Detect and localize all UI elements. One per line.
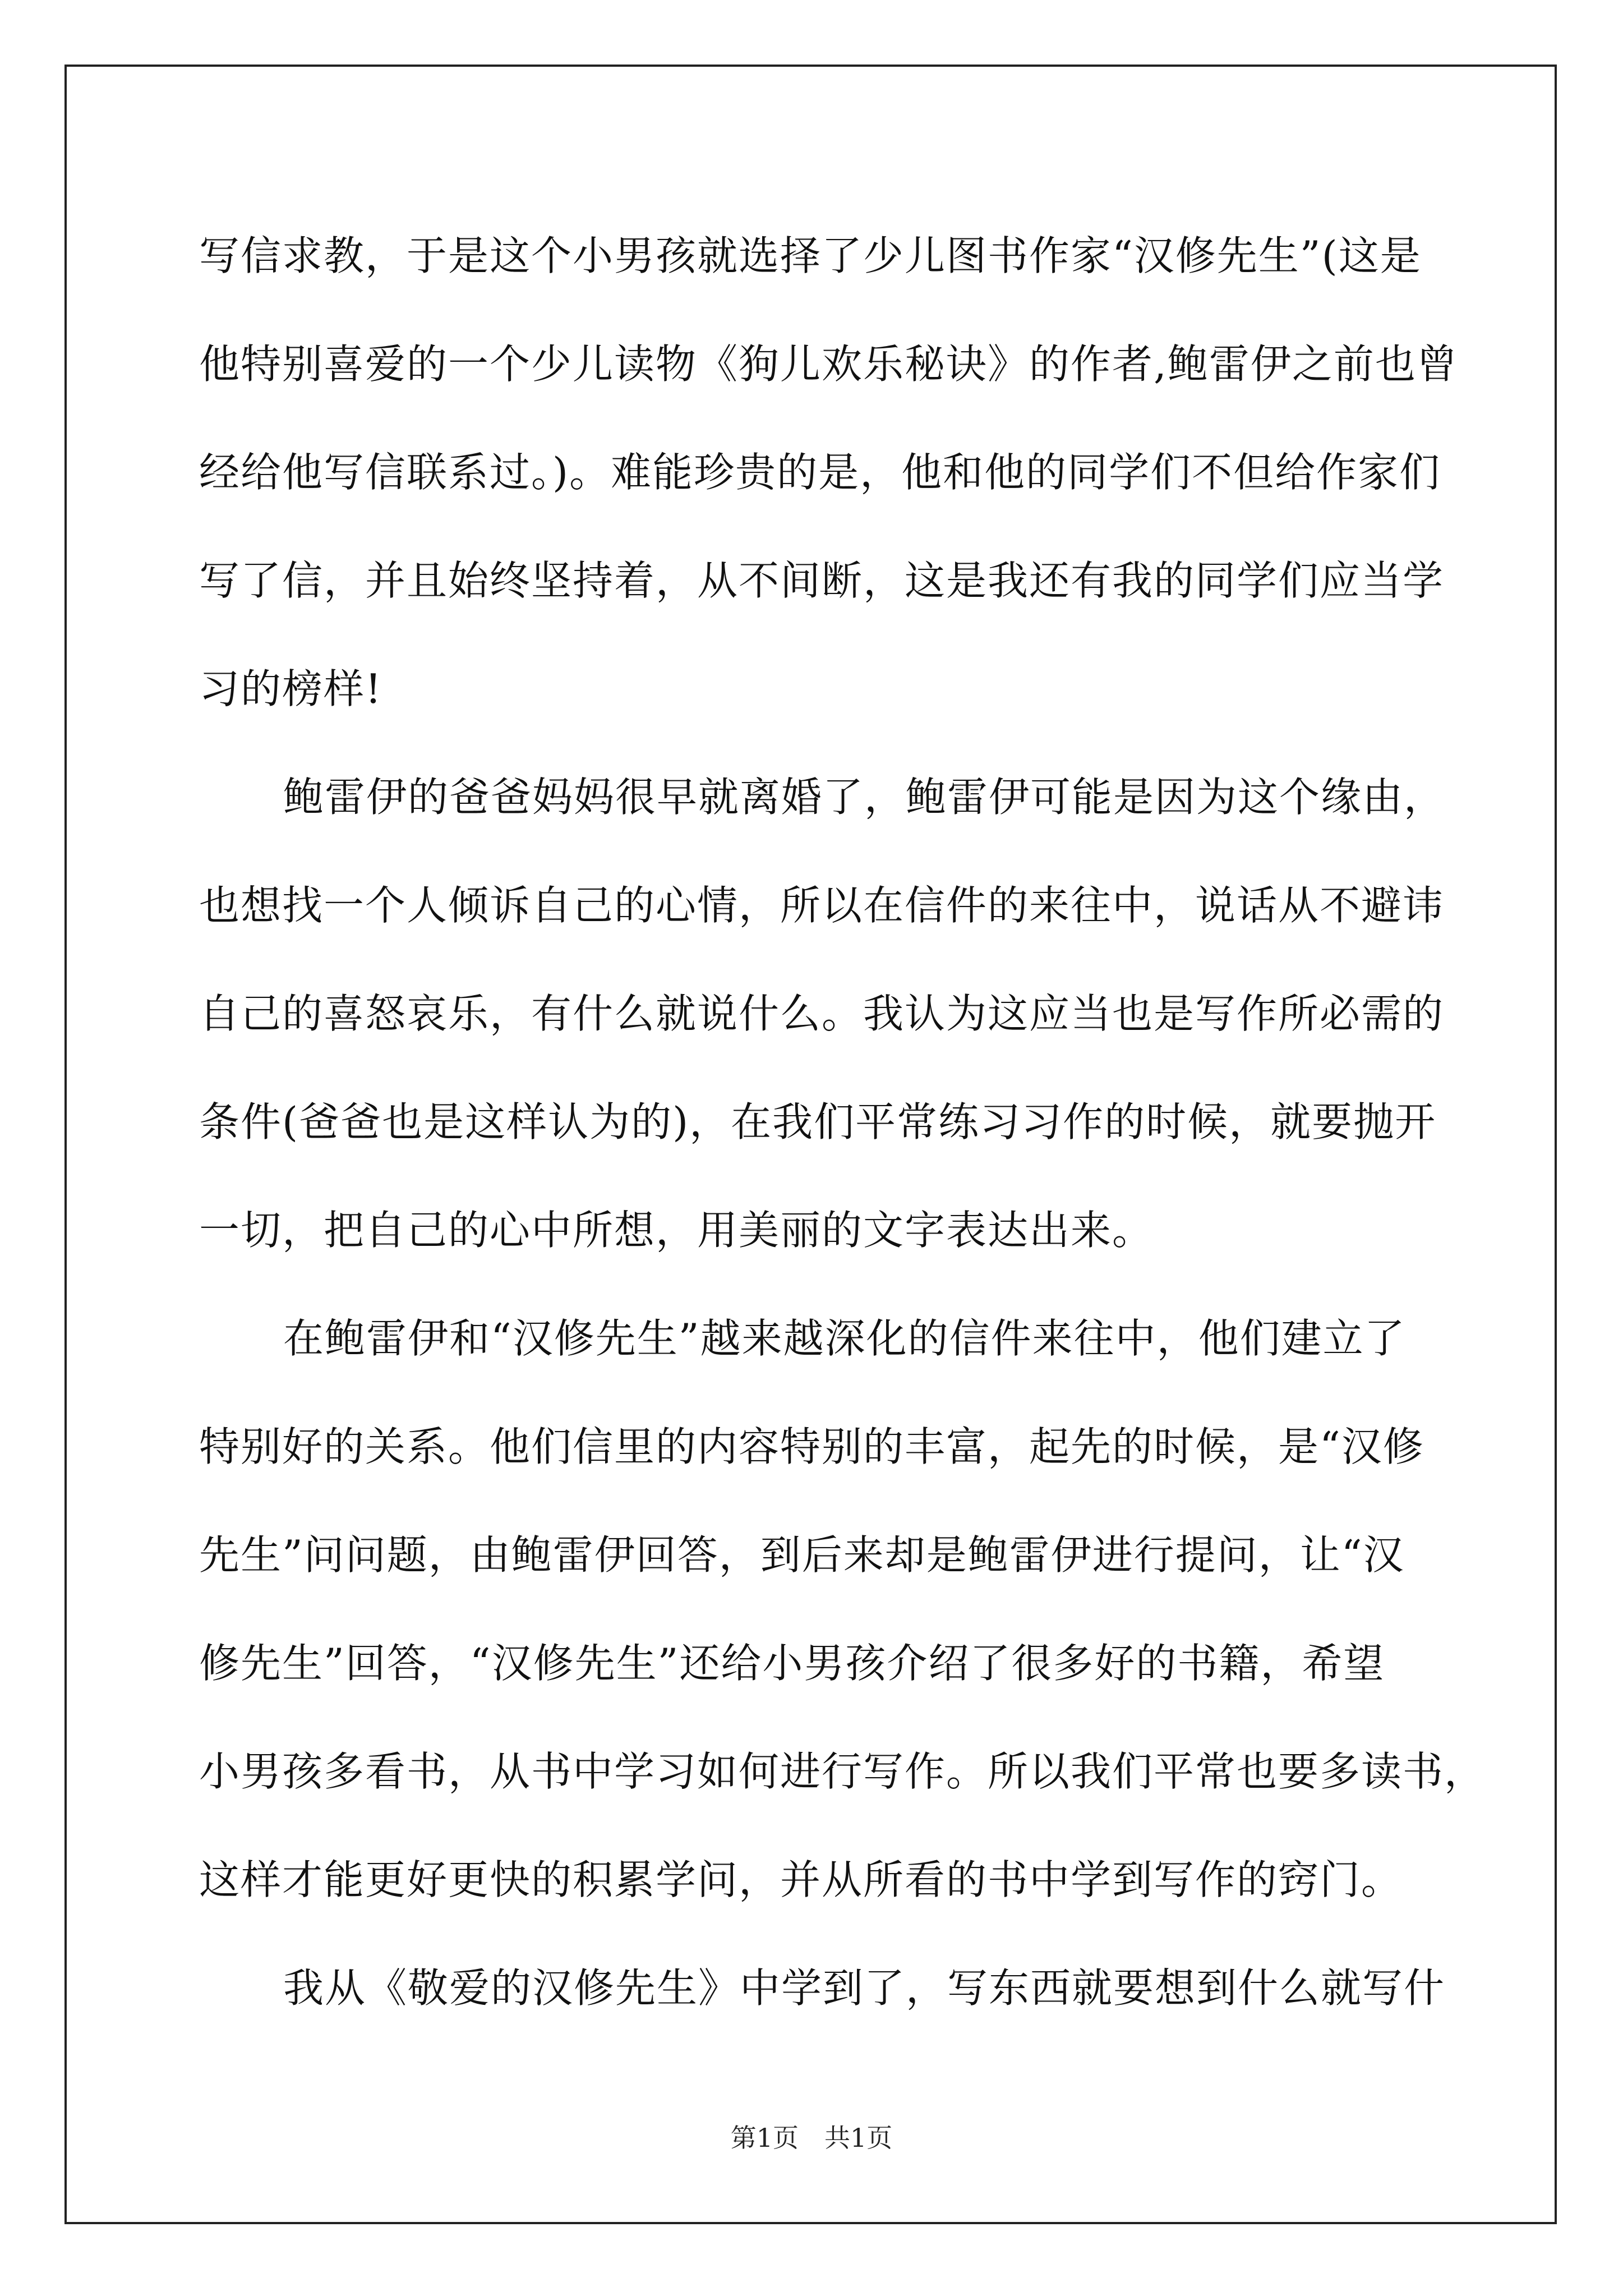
text-line-17: 我从《敬爱的汉修先生》中学到了，写东西就要想到什么就写什 bbox=[283, 1964, 1446, 2012]
text-line-9: 条件(爸爸也是这样认为的)，在我们平常练习习作的时候，就要抛开 bbox=[199, 1098, 1437, 1145]
text-line-12: 特别好的关系。他们信里的内容特别的丰富，起先的时候，是“汉修 bbox=[199, 1423, 1424, 1470]
text-line-5: 习的榜样! bbox=[199, 665, 382, 712]
text-line-11: 在鲍雷伊和“汉修先生”越来越深化的信件来往中，他们建立了 bbox=[283, 1315, 1406, 1362]
text-line-3: 经给他写信联系过。)。难能珍贵的是，他和他的同学们不但给作家们 bbox=[199, 449, 1441, 496]
text-line-16: 这样才能更好更快的积累学问，并从所看的书中学到写作的窍门。 bbox=[199, 1856, 1403, 1903]
text-line-10: 一切，把自己的心中所想，用美丽的文字表达出来。 bbox=[199, 1207, 1154, 1254]
text-line-6: 鲍雷伊的爸爸妈妈很早就离婚了，鲍雷伊可能是因为这个缘由， bbox=[283, 774, 1446, 821]
text-line-13: 先生”问问题，由鲍雷伊回答，到后来却是鲍雷伊进行提问，让“汉 bbox=[199, 1531, 1405, 1579]
text-line-15: 小男孩多看书，从书中学习如何进行写作。所以我们平常也要多读书， bbox=[199, 1748, 1486, 1795]
page-footer: 第1页 共1页 bbox=[730, 2123, 893, 2153]
text-line-2: 他特别喜爱的一个少儿读物《狗儿欢乐秘诀》的作者,鲍雷伊之前也曾 bbox=[199, 341, 1458, 388]
text-line-4: 写了信，并且始终坚持着，从不间断，这是我还有我的同学们应当学 bbox=[199, 557, 1445, 604]
document-body bbox=[199, 202, 1486, 2042]
text-line-7: 也想找一个人倾诉自己的心情，所以在信件的来往中，说话从不避讳 bbox=[199, 882, 1445, 929]
text-line-8: 自己的喜怒哀乐，有什么就说什么。我认为这应当也是写作所必需的 bbox=[199, 990, 1445, 1037]
text-line-1: 写信求教，于是这个小男孩就选择了少儿图书作家“汉修先生”(这是 bbox=[199, 232, 1422, 279]
text-line-14: 修先生”回答，“汉修先生”还给小男孩介绍了很多好的书籍，希望 bbox=[199, 1640, 1385, 1687]
